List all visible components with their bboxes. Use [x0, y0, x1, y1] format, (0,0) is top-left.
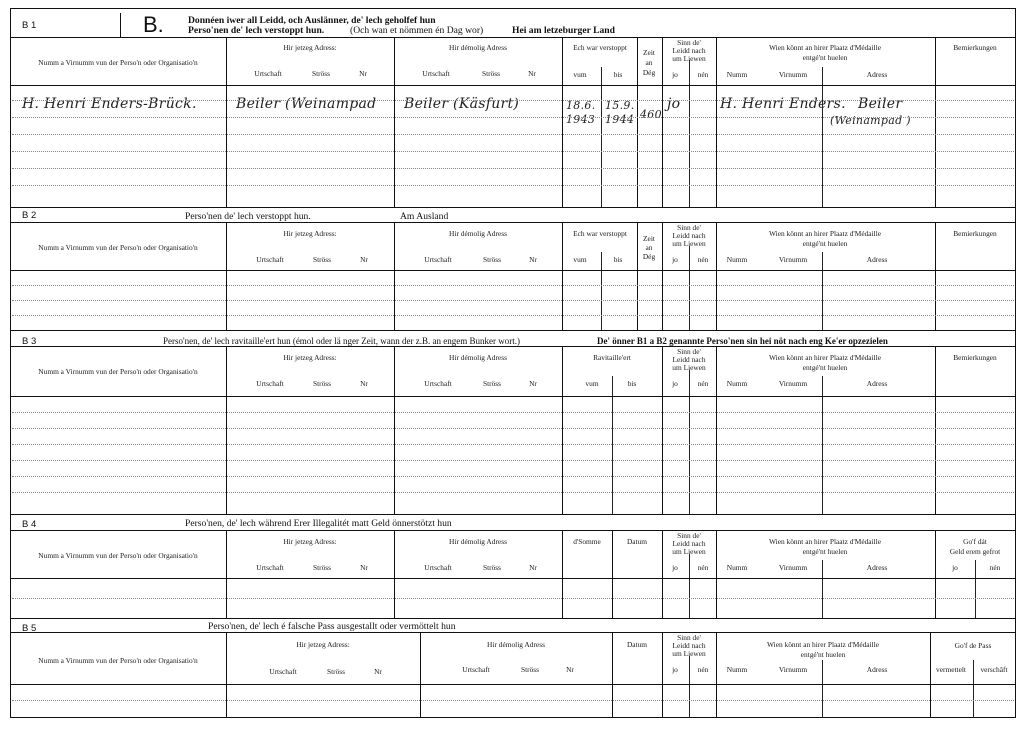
b4-hir-demolig: Hir démolig Adress	[449, 537, 507, 546]
b2-virnumm: Virnumm	[778, 255, 808, 264]
rule	[10, 632, 1016, 633]
section-b2-label: B 2	[22, 210, 37, 221]
b1-verstoppt: Ech war verstoppt	[573, 43, 627, 52]
b5-hir-demolig: Hir démolig Adress	[487, 640, 545, 649]
b4-stross: Ströss	[312, 563, 332, 572]
col-line	[562, 530, 563, 618]
sub-line	[973, 660, 974, 718]
rule	[10, 396, 1016, 397]
b4-urtschaft-2: Urtschaft	[424, 563, 452, 572]
b4-datum: Datum	[626, 537, 648, 546]
b3-adress: Adress	[866, 379, 888, 388]
b2-zeit-1: Zeit	[643, 234, 655, 243]
b5-adress: Adress	[866, 665, 888, 674]
b5-virnumm: Virnumm	[778, 665, 808, 674]
col-line	[662, 346, 663, 514]
b2-adress: Adress	[866, 255, 888, 264]
b2-nr: Nr	[360, 255, 368, 264]
b1-nr-2: Nr	[528, 69, 536, 78]
col-line	[662, 37, 663, 207]
b5-urtschaft-2: Urtschaft	[462, 665, 490, 674]
b5-wien-2: entgé'nt huelen	[800, 650, 846, 659]
b1-sinn-1: Sinn de'	[677, 38, 701, 47]
b1-row-bis-2: 1944	[605, 113, 635, 126]
b2-wien-2: entgé'nt huelen	[802, 239, 848, 248]
col-line	[562, 346, 563, 514]
b4-title: Perso'nen, de' lech während Erer Illegalitét matt Geld önnerstötzt hun	[185, 518, 452, 529]
col-line	[562, 222, 563, 330]
row-line	[12, 168, 1014, 169]
b2-nr-2: Nr	[529, 255, 537, 264]
rule	[10, 270, 1016, 271]
col-line	[394, 222, 395, 330]
sub-line	[975, 560, 976, 618]
b5-datum: Datum	[626, 640, 648, 649]
b4-jo: jo	[672, 563, 678, 572]
rule	[10, 346, 1016, 347]
b2-sinn-1: Sinn de'	[677, 223, 701, 232]
b3-stross-2: Ströss	[482, 379, 502, 388]
b2-jo: jo	[672, 255, 678, 264]
b1-row-wien-adress-2: (Weinampad )	[830, 114, 911, 127]
b3-vum: vum	[585, 379, 599, 388]
b1-hir-jetzeg: Hir jetzeg Adress:	[283, 43, 337, 52]
b1-row-jo: jo	[667, 96, 681, 112]
col-line	[612, 530, 613, 618]
b1-stross-2: Ströss	[481, 69, 501, 78]
col-line	[716, 632, 717, 718]
b2-hir-demolig: Hir démolig Adress	[449, 229, 507, 238]
b4-somme: d'Somme	[573, 537, 601, 546]
section-b3-label: B 3	[22, 336, 37, 347]
rule	[10, 85, 1016, 86]
b2-numm: Numm	[726, 255, 748, 264]
b1-wien-1: Wien könnt an hirer Plaatz d'Médaille	[768, 43, 882, 52]
sub-line	[689, 246, 690, 330]
rule	[10, 330, 1016, 331]
rule	[10, 207, 1016, 208]
b3-jo: jo	[672, 379, 678, 388]
b5-nen: nén	[697, 665, 709, 674]
col-line	[637, 222, 638, 330]
b4-stross-2: Ströss	[482, 563, 502, 572]
b1-row-zeit: 460	[640, 108, 662, 121]
b3-nr: Nr	[360, 379, 368, 388]
b5-urtschaft: Urtschaft	[269, 667, 297, 676]
b2-bemierkungen: Bemierkungen	[953, 229, 997, 238]
b2-stross-2: Ströss	[482, 255, 502, 264]
section-b4-label: B 4	[22, 519, 37, 530]
col-line	[716, 222, 717, 330]
col-line	[662, 632, 663, 718]
b4-virnumm: Virnumm	[778, 563, 808, 572]
b3-hir-jetzeg: Hir jetzeg Adress:	[283, 353, 337, 362]
b4-sinn-1: Sinn de'	[677, 531, 701, 540]
b2-verstoppt: Ech war verstoppt	[573, 229, 627, 238]
b4-urtschaft: Urtschaft	[256, 563, 284, 572]
col-line	[935, 346, 936, 514]
header-line-2b: (Och wan et nömmen én Dag wor)	[350, 25, 484, 36]
sub-line	[601, 67, 602, 207]
row-line	[12, 460, 1014, 461]
b3-title-2: De' önner B1 a B2 genannte Perso'nen sin hei nöt nach eng Ke'er opzezielen	[597, 336, 888, 346]
b4-numm: Numm	[726, 563, 748, 572]
b5-sinn-1: Sinn de'	[677, 633, 701, 642]
row-line	[12, 412, 1014, 413]
rule	[10, 684, 1016, 685]
b4-adress: Adress	[866, 563, 888, 572]
b1-virnumm: Virnumm	[778, 70, 808, 79]
b5-hir-jetzeg: Hir jetzeg Adress:	[296, 640, 350, 649]
b1-zeit-1: Zeit	[643, 48, 655, 57]
b2-zeit-3: Dég	[642, 252, 656, 261]
col-line	[935, 530, 936, 618]
b3-wien-1: Wien könnt an hirer Plaatz d'Médaille	[768, 353, 882, 362]
b2-urtschaft-2: Urtschaft	[424, 255, 452, 264]
b3-wien-2: entgé'nt huelen	[802, 363, 848, 372]
col-line	[716, 530, 717, 618]
b1-bis: bis	[613, 70, 623, 79]
b4-nr-2: Nr	[529, 563, 537, 572]
b3-hir-demolig: Hir démolig Adress	[449, 353, 507, 362]
b4-gof-1: Go'f dát	[963, 537, 987, 546]
b5-nr: Nr	[374, 667, 382, 676]
b1-bemierkungen: Bemierkungen	[953, 43, 997, 52]
big-letter-b: B.	[143, 12, 164, 37]
rule	[10, 530, 1016, 531]
b2-title-2: Am Ausland	[400, 211, 449, 222]
col-line	[562, 37, 563, 207]
b5-nr-2: Nr	[566, 665, 574, 674]
col-line	[716, 346, 717, 514]
b2-sinn-3: um Liewen	[672, 239, 706, 248]
b5-wien-1: Wien könnt an hirer Plaatz d'Médaille	[766, 640, 880, 649]
b4-sinn-3: um Liewen	[672, 547, 706, 556]
b1-row-bis-1: 15.9.	[605, 99, 635, 112]
b2-title: Perso'nen de' lech verstoppt hun.	[185, 211, 311, 222]
b1-zeit-2: an	[645, 58, 653, 67]
b1-nen: nén	[697, 70, 709, 79]
row-line	[12, 476, 1014, 477]
b3-sinn-3: um Liewen	[672, 363, 706, 372]
sub-line	[689, 656, 690, 718]
rule	[10, 222, 1016, 223]
b3-nen: nén	[697, 379, 709, 388]
col-line	[935, 37, 936, 207]
b4-gof-nen: nén	[989, 563, 1001, 572]
b5-gof-pass: Go'f de Pass	[954, 641, 992, 650]
b1-row-wien-adress-1: Beiler	[858, 96, 903, 112]
b1-nr: Nr	[359, 69, 367, 78]
b1-vum: vum	[573, 70, 587, 79]
b5-name-col: Numm a Virnumm vun der Perso'n oder Organisatio'n	[38, 656, 198, 665]
b3-urtschaft-2: Urtschaft	[424, 379, 452, 388]
b5-verschaft: verschâft	[980, 665, 1008, 674]
b1-urtschaft-2: Urtschaft	[422, 69, 450, 78]
row-line	[12, 151, 1014, 152]
b1-row-jetzeg: Beiler (Weinampad	[236, 96, 377, 112]
b1-name-col: Numm a Virnumm vun der Perso'n oder Organisatio'n	[38, 58, 198, 67]
b3-nr-2: Nr	[529, 379, 537, 388]
col-line	[394, 37, 395, 207]
b5-stross-2: Ströss	[520, 665, 540, 674]
row-line	[12, 117, 1014, 118]
b1-wien-2: entgé'nt huelen	[802, 53, 848, 62]
col-line	[226, 37, 227, 207]
row-line	[12, 285, 1014, 286]
b3-ravitaille: Ravitaille'ert	[593, 353, 631, 362]
sub-line	[822, 67, 823, 207]
section-b5-label: B 5	[22, 623, 37, 634]
b5-numm: Numm	[726, 665, 748, 674]
b1-adress: Adress	[866, 70, 888, 79]
b3-numm: Numm	[726, 379, 748, 388]
row-line	[12, 100, 1014, 101]
header-divider	[120, 13, 121, 37]
b3-sinn-2: Leidd nach	[672, 355, 706, 364]
b4-nr: Nr	[360, 563, 368, 572]
b4-nen: nén	[697, 563, 709, 572]
sub-line	[689, 554, 690, 618]
b5-sinn-2: Leidd nach	[672, 641, 706, 650]
b2-name-col: Numm a Virnumm vun der Perso'n oder Organisatio'n	[38, 243, 198, 252]
col-line	[226, 632, 227, 718]
b1-sinn-3: um Liewen	[672, 54, 706, 63]
b3-bis: bis	[627, 379, 637, 388]
col-line	[935, 222, 936, 330]
b4-hir-jetzeg: Hir jetzeg Adress:	[283, 537, 337, 546]
b1-sinn-2: Leidd nach	[672, 46, 706, 55]
col-line	[662, 530, 663, 618]
row-line	[12, 444, 1014, 445]
row-line	[12, 134, 1014, 135]
b5-title: Perso'nen, de' lech é falsche Pass ausgestallt oder vermöttelt hun	[208, 621, 456, 632]
b1-numm: Numm	[726, 70, 748, 79]
row-line	[12, 598, 1014, 599]
row-line	[12, 185, 1014, 186]
sub-line	[822, 252, 823, 330]
header-line-2a: Perso'nen de' lech verstoppt hun.	[188, 25, 325, 36]
b2-stross: Ströss	[312, 255, 332, 264]
rule	[10, 618, 1016, 619]
row-line	[12, 300, 1014, 301]
col-line	[612, 632, 613, 718]
row-line	[12, 315, 1014, 316]
b2-zeit-2: an	[645, 243, 653, 252]
rule	[10, 37, 1016, 38]
b1-urtschaft: Urtschaft	[254, 69, 282, 78]
col-line	[930, 632, 931, 718]
b2-vum: vum	[573, 255, 587, 264]
b3-urtschaft: Urtschaft	[256, 379, 284, 388]
b1-jo: jo	[672, 70, 678, 79]
b4-name-col: Numm a Virnumm vun der Perso'n oder Organisatio'n	[38, 551, 198, 560]
b1-row-vum-2: 1943	[566, 113, 596, 126]
col-line	[420, 632, 421, 718]
col-line	[226, 346, 227, 514]
col-line	[637, 37, 638, 207]
b5-stross: Ströss	[326, 667, 346, 676]
b3-stross: Ströss	[312, 379, 332, 388]
b4-wien-2: entgé'nt huelen	[802, 547, 848, 556]
b1-row-vum-1: 18.6.	[566, 99, 596, 112]
header-line-1: Donnéen iwer all Leidd, och Auslänner, de' lech geholfef hun	[188, 15, 436, 26]
col-line	[716, 37, 717, 207]
rule	[10, 578, 1016, 579]
sub-line	[822, 560, 823, 618]
row-line	[12, 492, 1014, 493]
col-line	[662, 222, 663, 330]
b1-stross: Ströss	[311, 69, 331, 78]
b4-gof-jo: jo	[952, 563, 958, 572]
b3-title: Perso'nen, de' lech ravitaille'ert hun (émol oder lä nger Zeit, wann der z.B. an engem Bunker wort.)	[163, 336, 520, 346]
b3-virnumm: Virnumm	[778, 379, 808, 388]
b2-wien-1: Wien könnt an hirer Plaatz d'Médaille	[768, 229, 882, 238]
b5-sinn-3: um Liewen	[672, 649, 706, 658]
b2-bis: bis	[613, 255, 623, 264]
b4-wien-1: Wien könnt an hirer Plaatz d'Médaille	[768, 537, 882, 546]
b2-hir-jetzeg: Hir jetzeg Adress:	[283, 229, 337, 238]
col-line	[226, 222, 227, 330]
b4-sinn-2: Leidd nach	[672, 539, 706, 548]
sub-line	[601, 252, 602, 330]
b4-gof-2: Geld erem gefrot	[949, 547, 1001, 556]
b2-sinn-2: Leidd nach	[672, 231, 706, 240]
b1-row-wien-name: H. Henri Enders.	[720, 96, 846, 112]
b3-sinn-1: Sinn de'	[677, 347, 701, 356]
section-b1-label: B 1	[22, 20, 37, 31]
b1-row-name: H. Henri Enders-Brück.	[22, 96, 197, 112]
b3-bemierkungen: Bemierkungen	[953, 353, 997, 362]
b1-row-demolig: Beiler (Käsfurt)	[404, 96, 520, 112]
b2-nen: nén	[697, 255, 709, 264]
b2-urtschaft: Urtschaft	[256, 255, 284, 264]
b1-zeit-3: Dég	[642, 68, 656, 77]
b5-jo: jo	[672, 665, 678, 674]
b3-name-col: Numm a Virnumm vun der Perso'n oder Organisatio'n	[38, 367, 198, 376]
col-line	[394, 530, 395, 618]
header-line-2c: Hei am letzeburger Land	[512, 25, 615, 36]
b1-hir-demolig: Hir démolig Adress	[449, 43, 507, 52]
b5-vermettelt: vermettelt	[936, 665, 966, 674]
rule	[10, 514, 1016, 515]
col-line	[226, 530, 227, 618]
col-line	[394, 346, 395, 514]
row-line	[12, 700, 1014, 701]
sub-line	[822, 660, 823, 718]
row-line	[12, 428, 1014, 429]
